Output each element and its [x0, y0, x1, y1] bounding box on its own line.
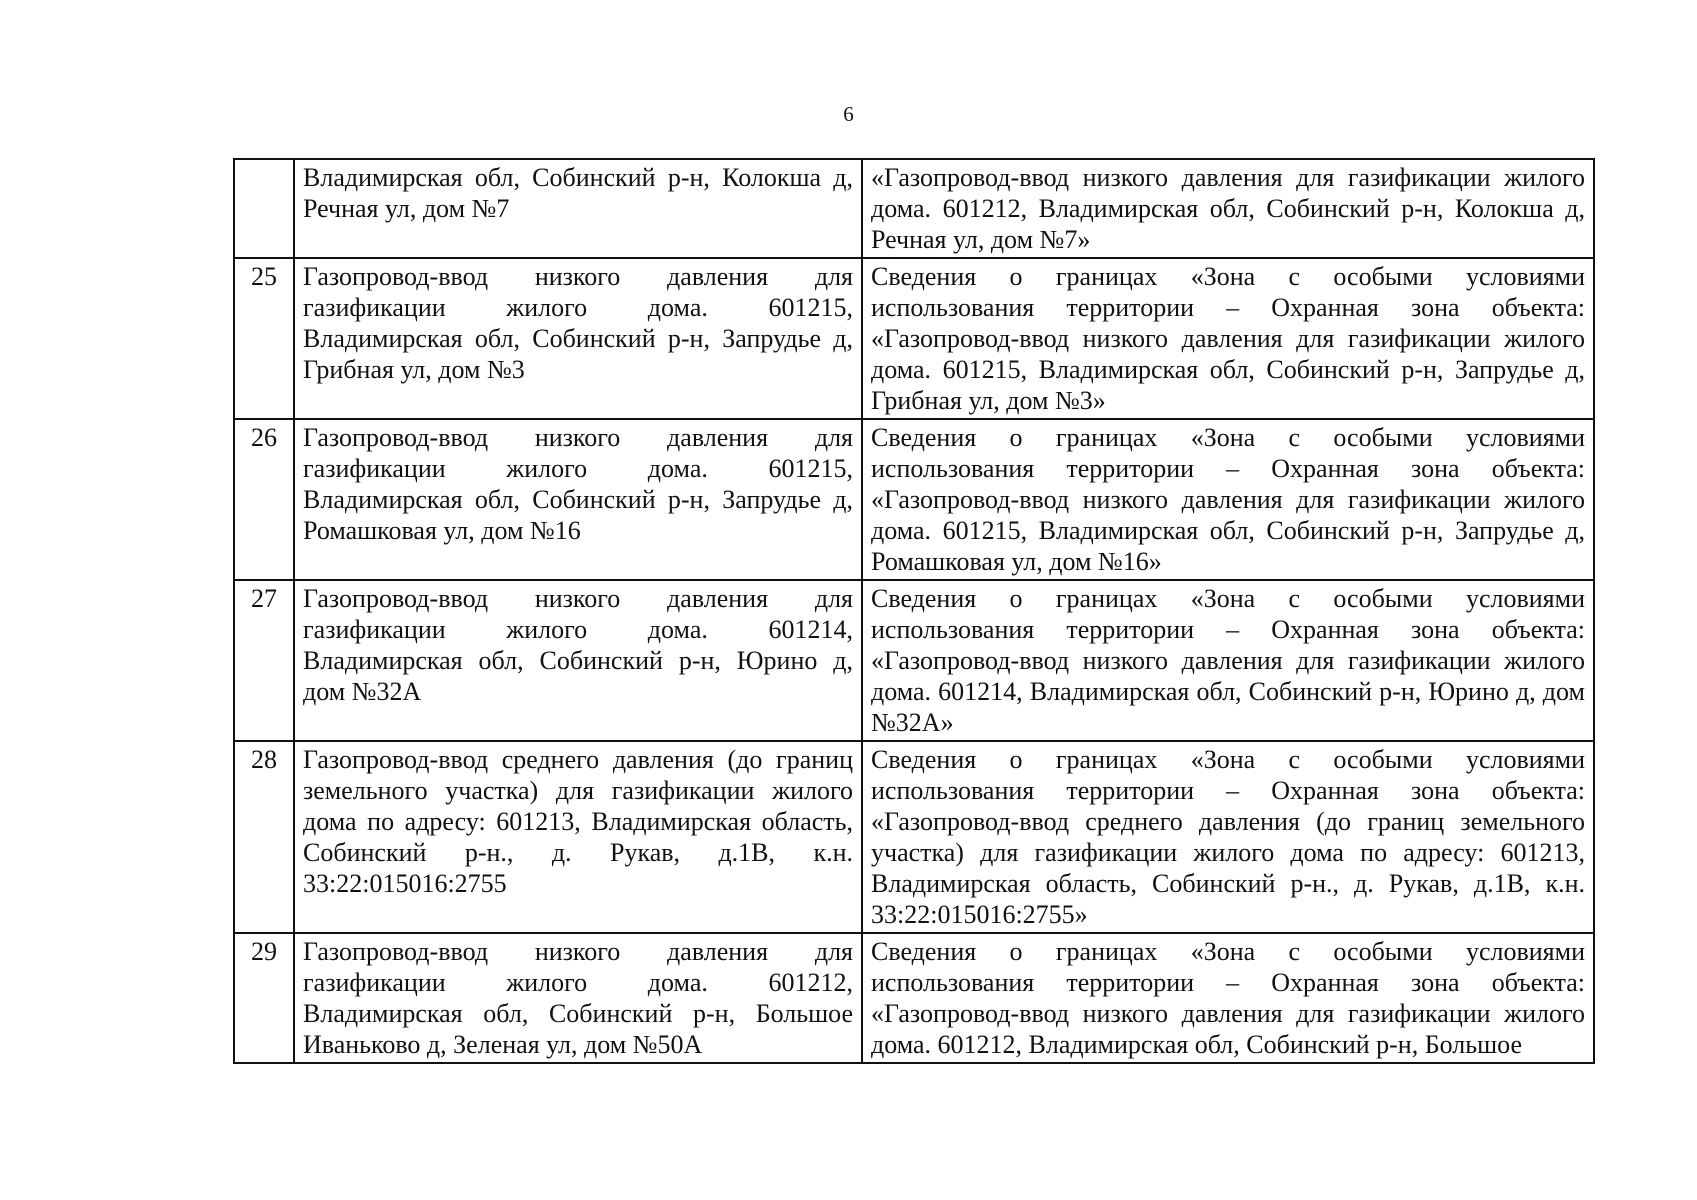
zones-table	[233, 158, 1595, 1064]
row-number: 26	[234, 419, 294, 580]
object-description: Газопровод-ввод низкого давления для газификации жилого дома. 601215, Владимирская обл, Собинский р-н, Запрудье д, Ромашковая ул, дом №16	[294, 419, 862, 580]
row-number: 27	[234, 580, 294, 741]
object-description: Газопровод-ввод низкого давления для газификации жилого дома. 601215, Владимирская обл, Собинский р-н, Запрудье д, Грибная ул, дом №3	[294, 258, 862, 419]
object-description: Газопровод-ввод низкого давления для газификации жилого дома. 601214, Владимирская обл, Собинский р-н, Юрино д, дом №32А	[294, 580, 862, 741]
boundary-info: Сведения о границах «Зона с особыми условиями использования территории – Охранная зона объекта: «Газопровод-ввод низкого давления для газификации жилого дома. 601214, Владимирская обл, Собинский р-н, Юрино д, дом №32А»	[862, 580, 1594, 741]
boundary-info: «Газопровод-ввод низкого давления для газификации жилого дома. 601212, Владимирская обл, Собинский р-н, Колокша д, Речная ул, дом №7»	[862, 159, 1594, 258]
table-row	[234, 933, 1594, 1063]
object-description: Владимирская обл, Собинский р-н, Колокша д, Речная ул, дом №7	[294, 159, 862, 258]
boundary-info: Сведения о границах «Зона с особыми условиями использования территории – Охранная зона объекта: «Газопровод-ввод среднего давления (до границ земельного участка) для газификации жилого дома по адресу: 601213, Владимирская область, Собинский р-н., д. Рукав, д.1В, к.н. 33:22:015016:2755»	[862, 741, 1594, 933]
object-description: Газопровод-ввод низкого давления для газификации жилого дома. 601212, Владимирская обл, Собинский р-н, Большое Иваньково д, Зеленая ул, дом №50А	[294, 933, 862, 1063]
row-number	[234, 159, 294, 258]
row-number: 25	[234, 258, 294, 419]
table-row	[234, 419, 1594, 580]
table-row	[234, 258, 1594, 419]
object-description: Газопровод-ввод среднего давления (до границ земельного участка) для газификации жилого дома по адресу: 601213, Владимирская область, Собинский р-н., д. Рукав, д.1В, к.н. 33:22:015016:2755	[294, 741, 862, 933]
boundary-info: Сведения о границах «Зона с особыми условиями использования территории – Охранная зона объекта: «Газопровод-ввод низкого давления для газификации жилого дома. 601215, Владимирская обл, Собинский р-н, Запрудье д, Грибная ул, дом №3»	[862, 258, 1594, 419]
row-number: 28	[234, 741, 294, 933]
table-row	[234, 159, 1594, 258]
page-number: 6	[843, 102, 854, 126]
table-row	[234, 580, 1594, 741]
boundary-info: Сведения о границах «Зона с особыми условиями использования территории – Охранная зона объекта: «Газопровод-ввод низкого давления для газификации жилого дома. 601212, Владимирская обл, Собинский р-н, Большое	[862, 933, 1594, 1063]
table-row	[234, 741, 1594, 933]
boundary-info: Сведения о границах «Зона с особыми условиями использования территории – Охранная зона объекта: «Газопровод-ввод низкого давления для газификации жилого дома. 601215, Владимирская обл, Собинский р-н, Запрудье д, Ромашковая ул, дом №16»	[862, 419, 1594, 580]
row-number: 29	[234, 933, 294, 1063]
